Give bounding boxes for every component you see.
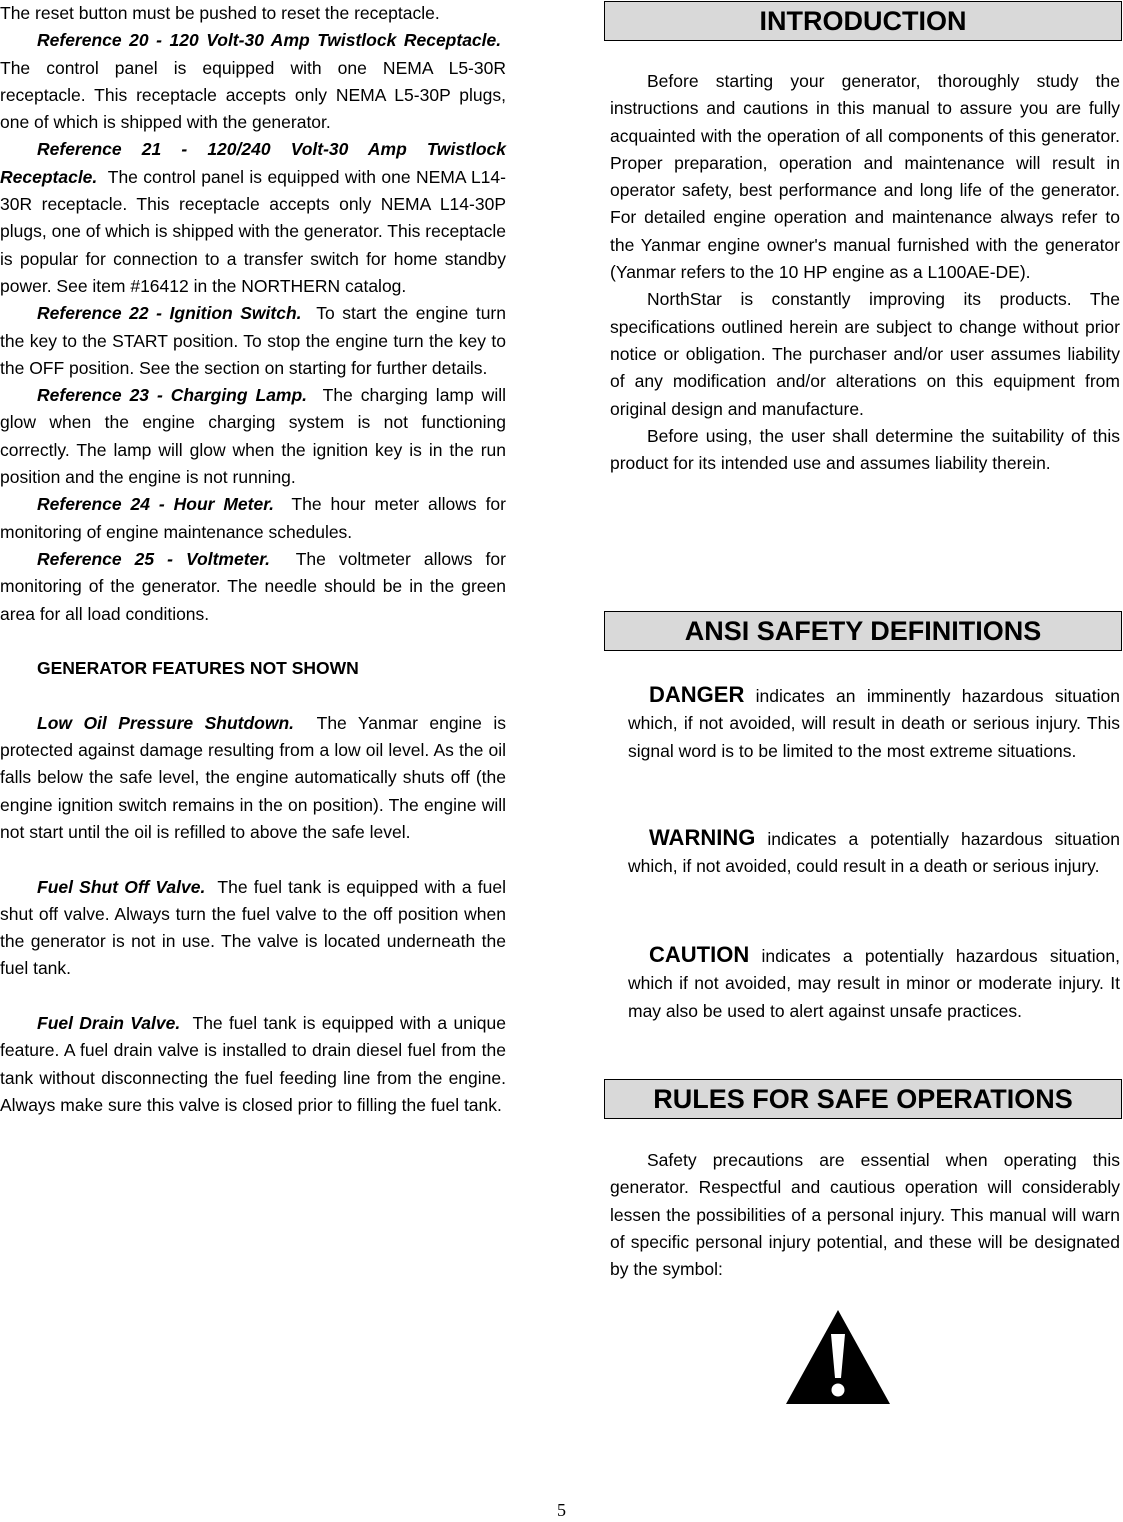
danger-signal-word: DANGER: [649, 682, 745, 707]
danger-definition: [628, 681, 1120, 765]
ref-20: [0, 27, 506, 136]
ref-24: [0, 491, 506, 546]
fuel-drain-text: The fuel tank is equipped with a unique feature. A fuel drain valve is installed to drain diesel fuel from the tank without disconnecting the fuel feeding line from the engine. Always make sure this valve is closed prior to filling the fuel tank.: [0, 1012, 506, 1115]
ref-21: [0, 136, 506, 300]
rules-heading: RULES FOR SAFE OPERATIONS: [604, 1079, 1122, 1119]
caution-definition: [628, 941, 1120, 1025]
ref-21-title: Reference 21 - 120/240 Volt-30 Amp Twistlock Receptacle.: [0, 139, 506, 187]
ref-24-title: Reference 24 - Hour Meter.: [37, 494, 274, 515]
danger-text: indicates an imminently hazardous situation which, if not avoided, will result in death or serious injury. This signal word is to be limited to the most extreme situations.: [628, 686, 1120, 761]
right-column: [604, 0, 1123, 1522]
reset-note: The reset button must be pushed to reset the receptacle.: [0, 3, 440, 23]
warning-text: indicates a potentially hazardous situation which, if not avoided, could result in a death or serious injury.: [628, 829, 1120, 877]
ref-20-title: Reference 20 - 120 Volt-30 Amp Twistlock Receptacle.: [37, 30, 502, 51]
ref-22: [0, 300, 506, 382]
page-number: 5: [557, 1500, 566, 1520]
ref-22-title: Reference 22 - Ignition Switch.: [37, 303, 302, 324]
intro-paragraph-1: Before starting your generator, thoroughly study the instructions and cautions in this manual to assure you are fully acquainted with the operation of all components of this generator. Proper preparation, operation and maintenance will result in operator safety, best performance and long life of the generator. For detailed engine operation and maintenance always refer to the Yanmar engine owner's manual furnished with the generator (Yanmar refers to the 10 HP engine as a L100AE-DE).: [610, 71, 1120, 283]
caution-signal-word: CAUTION: [649, 942, 750, 967]
ref-25-title: Reference 25 - Voltmeter.: [37, 548, 270, 569]
ref-21-text: The control panel is equipped with one NEMA L14-30R receptacle. This receptacle accepts only NEMA L14-30P plugs, one of which is shipped with the generator. This receptacle is popular for connection to a transfer switch for home standby power. See item #16412 in the NORTHERN catalog.: [0, 166, 506, 296]
features-heading: GENERATOR FEATURES NOT SHOWN: [37, 658, 359, 679]
rules-paragraph: Safety precautions are essential when operating this generator. Respectful and cautious operation will considerably lessen the possibilities of a personal injury. This manual will warn of specific personal injury potential, and these will be designated by the symbol:: [610, 1150, 1120, 1280]
caution-text: indicates a potentially hazardous situation, which if not avoided, may result in minor or moderate injury. It may also be used to alert against unsafe practices.: [628, 946, 1120, 1021]
fuel-shutoff-title: Fuel Shut Off Valve.: [37, 876, 206, 897]
ref-23: [0, 382, 506, 491]
left-column: [0, 0, 506, 1119]
warning-signal-word: WARNING: [649, 825, 756, 850]
intro-paragraph-3: Before using, the user shall determine the suitability of this product for its intended use and assumes liability therein.: [610, 425, 1120, 474]
ref-24-text: The hour meter allows for monitoring of engine maintenance schedules.: [0, 494, 506, 542]
intro-paragraph-2: NorthStar is constantly improving its products. The specifications outlined herein are subject to change without prior notice or obligation. The purchaser and/or user assumes liability of any modification and/or alterations on this equipment from original design and manufacture.: [610, 289, 1120, 419]
fuel-drain-valve: [0, 1010, 506, 1119]
ref-25-text: The voltmeter allows for monitoring of the generator. The needle should be in the green area for all load conditions.: [0, 548, 506, 624]
fuel-drain-title: Fuel Drain Valve.: [37, 1012, 181, 1033]
ref-25: [0, 546, 506, 628]
fuel-shutoff-valve: [0, 874, 506, 983]
ansi-heading: ANSI SAFETY DEFINITIONS: [604, 611, 1122, 651]
ref-23-title: Reference 23 - Charging Lamp.: [37, 385, 308, 406]
ref-20-text: The control panel is equipped with one NEMA L5-30R receptacle. This receptacle accepts only NEMA L5-30P plugs, one of which is shipped with the generator.: [0, 57, 506, 133]
ref-23-text: The charging lamp will glow when the engine charging system is not functioning correctly. The lamp will glow when the ignition key is in the run position and the engine is not running.: [0, 385, 506, 488]
introduction-section: [610, 68, 1120, 477]
rules-section: [610, 1147, 1120, 1283]
low-oil-title: Low Oil Pressure Shutdown.: [37, 712, 295, 733]
ref-22-text: To start the engine turn the key to the START position. To stop the engine turn the key to the OFF position. See the section on starting for further details.: [0, 303, 506, 378]
introduction-heading: INTRODUCTION: [604, 1, 1122, 41]
low-oil-text: The Yanmar engine is protected against damage resulting from a low oil level. As the oil falls below the safe level, the engine automatically shuts off (the engine ignition switch remains in the on position). The engine will not start until the oil is refilled to above the safe level.: [0, 712, 506, 842]
fuel-shutoff-text: The fuel tank is equipped with a fuel shut off valve. Always turn the fuel valve to the off position when the generator is not in use. The valve is located underneath the fuel tank.: [0, 876, 506, 979]
warning-definition: [628, 824, 1120, 881]
low-oil-shutdown: [0, 710, 506, 846]
warning-triangle-icon: [784, 1308, 892, 1406]
